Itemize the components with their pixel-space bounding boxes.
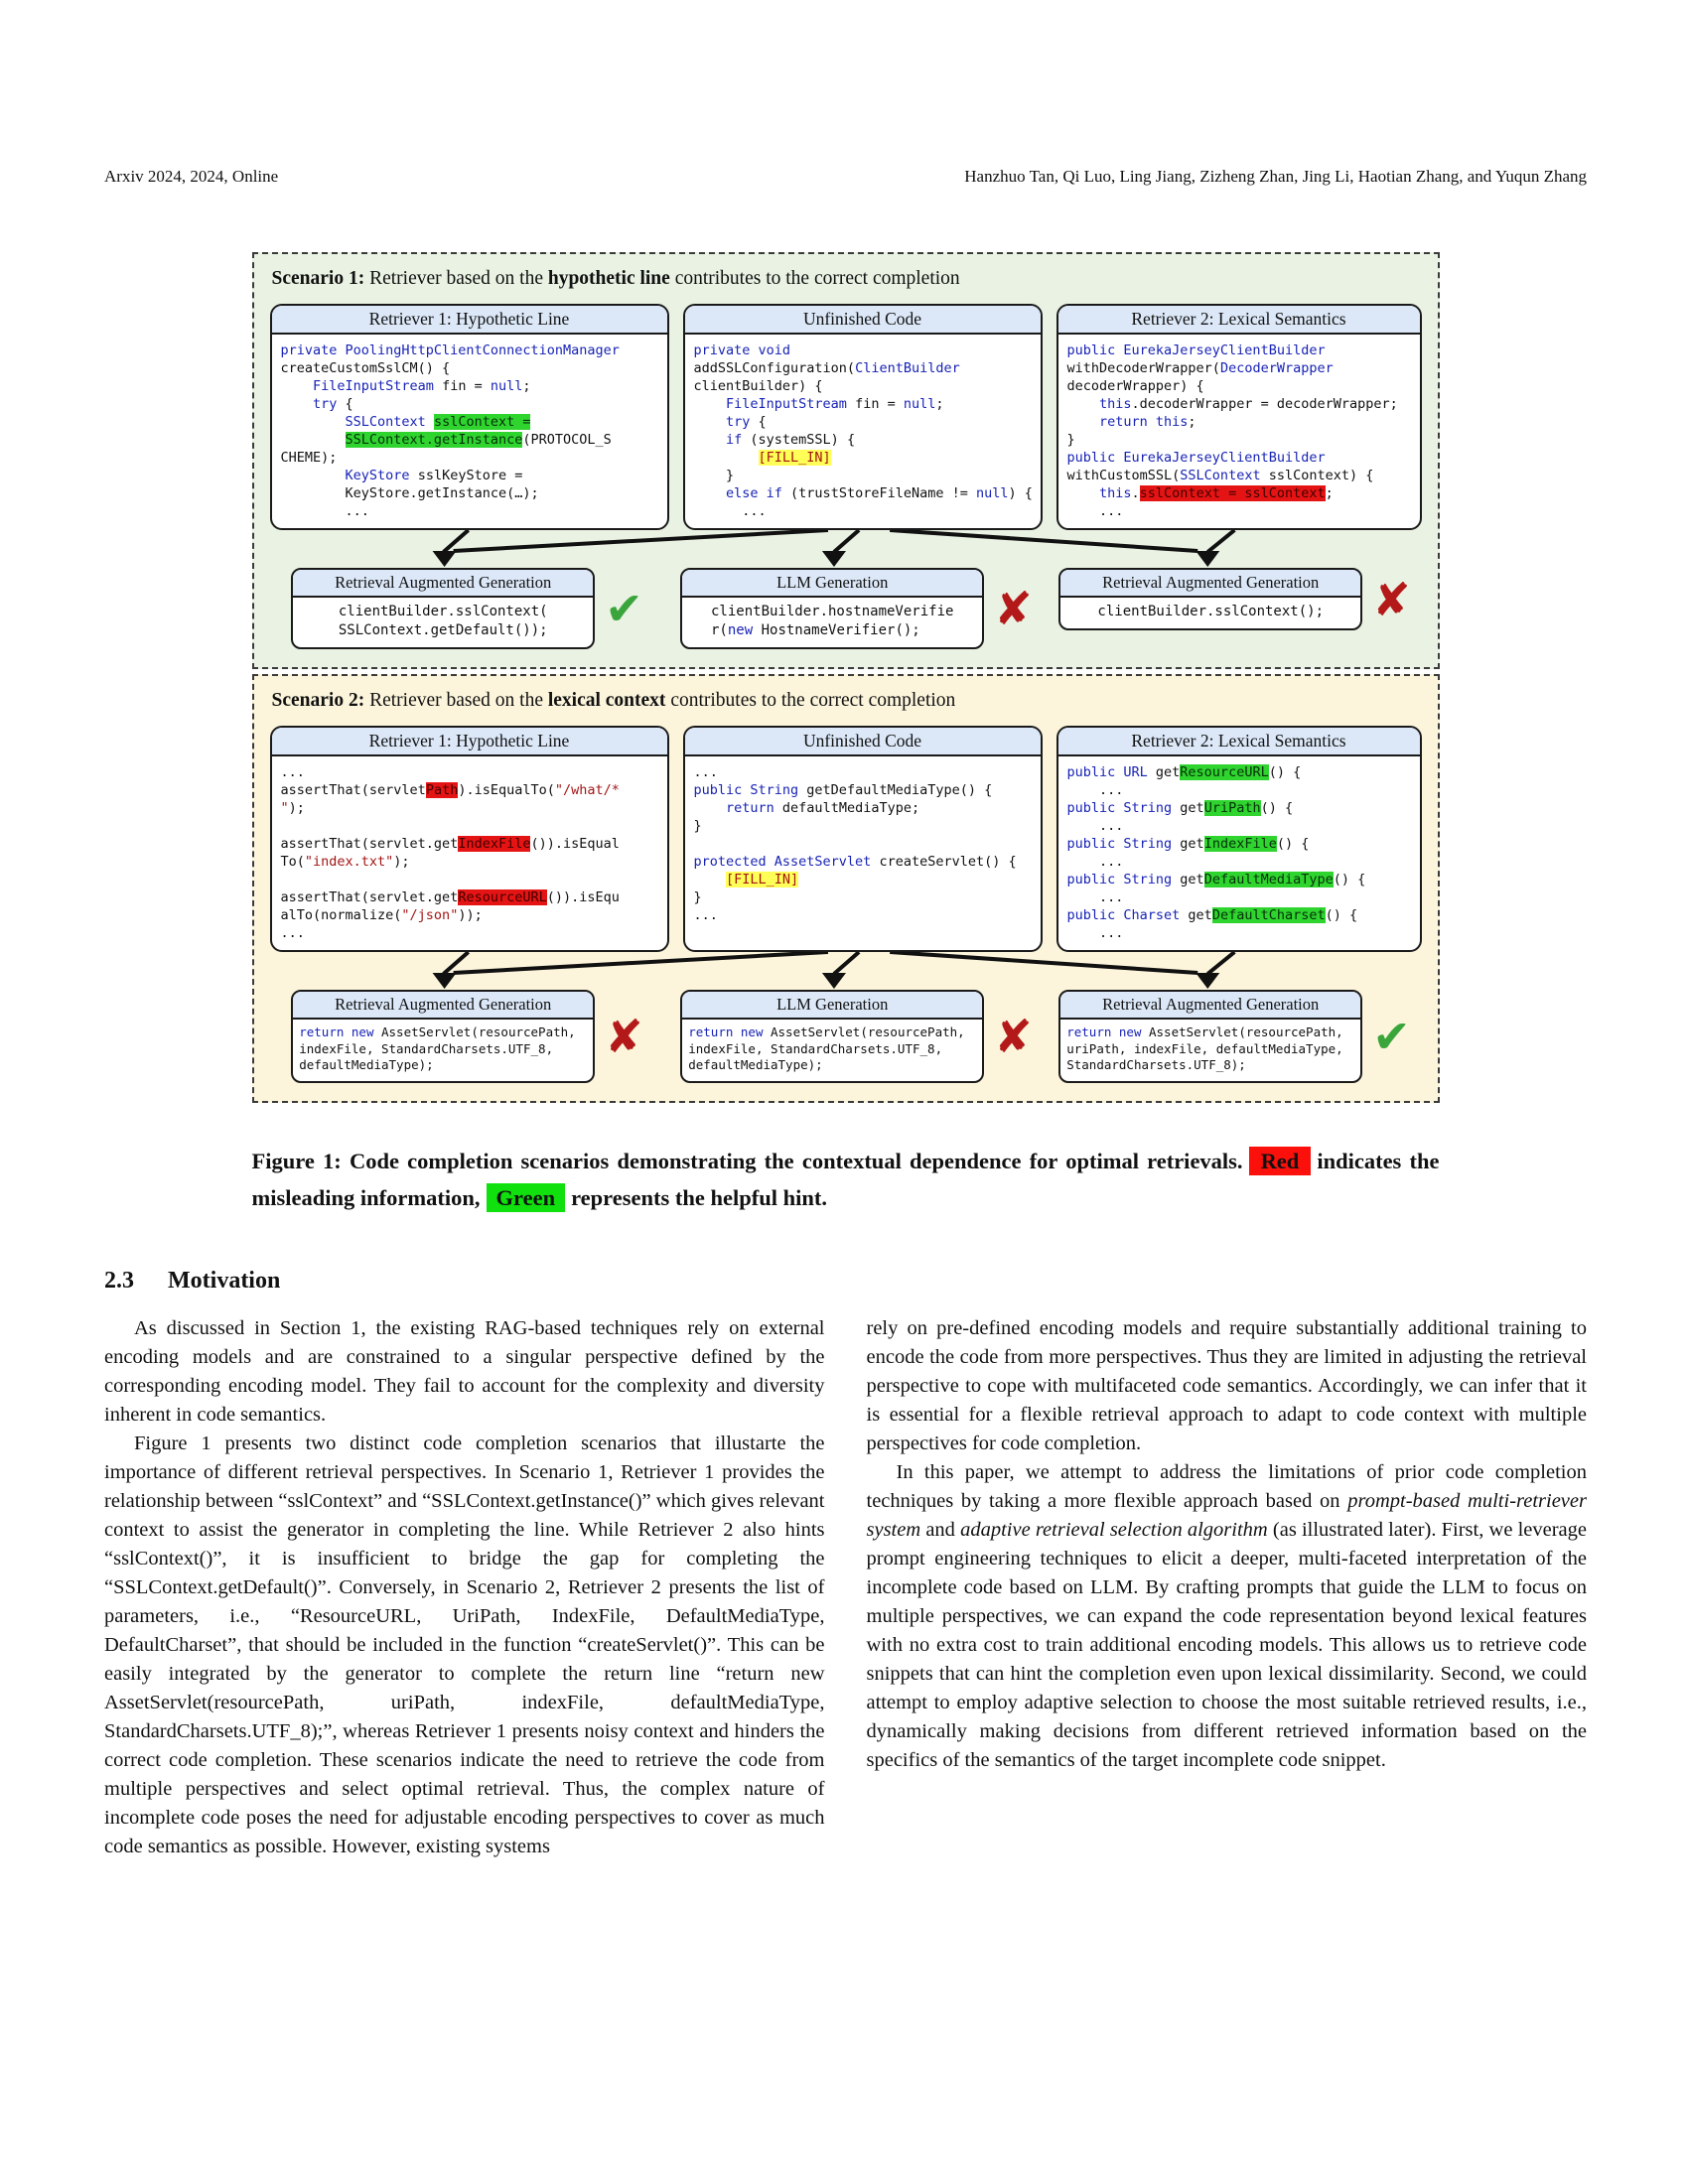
scenario-2-box — [252, 674, 1440, 1103]
scenario-1-box — [252, 252, 1440, 669]
venue-label: Arxiv 2024, 2024, Online — [104, 167, 279, 186]
result-title: LLM Generation — [682, 992, 982, 1020]
paragraph: rely on pre-defined encoding models and require substantially additional training to encode the code from more perspectives. Thus they are limited in adjusting the retrieval perspective to cope with multifaceted code semantics. Accordingly, we can infer that it is essential for a flexible retrieval approach to adapt to code context with multiple perspectives for code completion. — [866, 1316, 1587, 1454]
result-code: clientBuilder.sslContext( SSLContext.getDefault()); — [338, 604, 548, 638]
panel-retriever2-lexical-semantics — [1056, 304, 1422, 530]
authors-label: Hanzhuo Tan, Qi Luo, Ling Jiang, Zizheng Zhan, Jing Li, Haotian Zhang, and Yuqun Zhang — [964, 167, 1587, 186]
failure-cross-icon: ✘ — [1372, 572, 1411, 626]
panel-unfinished-code — [683, 304, 1043, 530]
code-block: private PoolingHttpClientConnectionManager createCustomSslCM() { FileInputStream fin = null; try { SSLContext sslContext = SSLContext.getInstance(PROTOCOL_S CHEME); KeyStore sslKeyStore = KeyStore.getInstance(…); ... — [280, 342, 620, 519]
two-column-text — [104, 1314, 1587, 1861]
code-block: public EurekaJerseyClientBuilder withDecoderWrapper(DecoderWrapper decoderWrapper) { this.decoderWrapper = decoderWrapper; return this; } public EurekaJerseyClientBuilder withCustomSSL(SSLContext sslContext) { this.sslContext = sslContext; ... — [1066, 342, 1398, 519]
paragraph: As discussed in Section 1, the existing RAG-based techniques rely on external encoding models and are constrained to a singular perspective defined by the corresponding encoding model. They fail to account for the complexity and diversity inherent in code semantics. — [104, 1316, 825, 1426]
panel-retriever2-lexical-semantics — [1056, 726, 1422, 952]
flow-arrows — [270, 530, 1422, 568]
result-cell — [270, 568, 665, 649]
scenario-1-label: Scenario 1: — [271, 268, 365, 289]
panel-title: Unfinished Code — [685, 306, 1041, 335]
panel-title: Retriever 1: Hypothetic Line — [272, 306, 667, 335]
result-code: clientBuilder.sslContext(); — [1097, 604, 1324, 619]
result-title: Retrieval Augmented Generation — [293, 570, 593, 598]
panel-retriever1-hypothetic-line — [270, 726, 669, 952]
result-title: Retrieval Augmented Generation — [293, 992, 593, 1020]
failure-cross-icon: ✘ — [605, 1009, 643, 1063]
paragraph: In this paper, we attempt to address the limitations of prior code completion techniques by taking a more flexible approach based on prompt-based multi-retriever system and adaptive retrieval selection algorithm (as illustrated later). First, we leverage prompt engineering techniques to elicit a deeper, multi-faceted interpretation of the incomplete code based on LLM. By crafting prompts that guide the LLM to focus on multiple perspectives, we can expand the code representation beyond lexical features with no extra cost to train additional encoding models. This allows us to retrieve code snippets that can hint the completion even upon lexical dissimilarity. Second, we could attempt to employ adaptive selection to choose the most suitable retrieved results, i.e., dynamically making decisions from different retrieved information based on the specifics of the semantics of the target incomplete code snippet. — [866, 1460, 1587, 1771]
success-check-icon: ✔ — [605, 582, 643, 635]
panel-title: Retriever 1: Hypothetic Line — [272, 728, 667, 756]
scenario-2-panels — [270, 726, 1422, 952]
result-code: return new AssetServlet(resourcePath, indexFile, StandardCharsets.UTF_8, defaultMediaType); — [299, 1024, 576, 1072]
figure-caption: Figure 1: Code completion scenarios demonstrating the contextual dependence for optimal retrievals. Red indicates the misleading information, Green represents the helpful hint. — [251, 1148, 1440, 1210]
scenario-2-results — [270, 990, 1422, 1083]
running-header — [104, 167, 1587, 187]
result-title: Retrieval Augmented Generation — [1060, 570, 1360, 598]
panel-title: Unfinished Code — [685, 728, 1041, 756]
figure-1 — [252, 252, 1440, 1216]
arrow-connectors-svg — [270, 952, 1422, 990]
code-block: private void addSSLConfiguration(ClientBuilder clientBuilder) { FileInputStream fin = null; try { if (systemSSL) { [FILL_IN] } else if (trustStoreFileName != null) { ... — [693, 342, 1033, 519]
result-cell — [679, 568, 1035, 649]
scenario-1-panels — [270, 304, 1422, 530]
text-column-left — [104, 1314, 825, 1861]
text-column-right — [867, 1314, 1588, 1861]
failure-cross-icon: ✘ — [994, 1009, 1033, 1063]
scenario-1-title: Scenario 1: Retriever based on the hypothetic line contributes to the correct completion — [271, 268, 960, 289]
success-check-icon: ✔ — [1372, 1009, 1411, 1063]
section-motivation — [104, 1268, 1587, 1861]
result-code: clientBuilder.hostnameVerifie r(new HostnameVerifier(); — [711, 604, 954, 638]
result-cell — [679, 990, 1035, 1083]
result-title: LLM Generation — [682, 570, 982, 598]
result-title: Retrieval Augmented Generation — [1060, 992, 1360, 1020]
scenario-1-results — [270, 568, 1422, 649]
rag-result-box — [1058, 568, 1362, 630]
result-code: return new AssetServlet(resourcePath, uriPath, indexFile, defaultMediaType, StandardCharsets.UTF_8); — [1066, 1024, 1343, 1072]
result-cell — [1049, 568, 1422, 630]
panel-title: Retriever 2: Lexical Semantics — [1058, 306, 1420, 335]
code-block: ... assertThat(servletPath).isEqualTo("/what/* "); assertThat(servlet.getIndexFile()).isEqual To("index.txt"); assertThat(servlet.getResourceURL()).isEqu alTo(normalize("/json")); ... — [280, 764, 620, 941]
scenario-2-label: Scenario 2: — [271, 690, 365, 711]
rag-result-box — [1058, 990, 1362, 1083]
flow-arrows — [270, 952, 1422, 990]
panel-title: Retriever 2: Lexical Semantics — [1058, 728, 1420, 756]
arrow-connectors-svg — [270, 530, 1422, 568]
rag-result-box — [291, 568, 595, 649]
scenario-2-title: Scenario 2: Retriever based on the lexical context contributes to the correct completion — [271, 690, 956, 711]
result-code: return new AssetServlet(resourcePath, indexFile, StandardCharsets.UTF_8, defaultMediaType); — [688, 1024, 965, 1072]
failure-cross-icon: ✘ — [994, 582, 1033, 635]
code-block: public URL getResourceURL() { ... public String getUriPath() { ... public String getIndexFile() { ... public String getDefaultMediaType() { ... public Charset getDefaultCharset() { ... — [1066, 764, 1366, 941]
panel-retriever1-hypothetic-line — [270, 304, 669, 530]
result-cell — [270, 990, 665, 1083]
result-cell — [1049, 990, 1422, 1083]
paragraph: Figure 1 presents two distinct code completion scenarios that illustarte the importance of different retrieval perspectives. In Scenario 1, Retriever 1 provides the relationship between “sslContext” and “SSLContext.getInstance()” which gives relevant context to assist the generator in completing the line. While Retriever 2 also hints “sslContext()”, it is insufficient to bridge the gap for completing the “SSLContext.getDefault()”. Conversely, in Scenario 2, Retriever 2 presents the list of parameters, i.e., “ResourceURL, UriPath, IndexFile, DefaultMediaType, DefaultCharset”, that should be included in the function “createServlet()”. This can be easily integrated by the generator to complete the return line “return new AssetServlet(resourcePath, uriPath, indexFile, defaultMediaType, StandardCharsets.UTF_8);”, whereas Retriever 1 presents noisy context and hinders the correct code completion. These scenarios indicate the need to retrieve the code from multiple perspectives and select optimal retrieval. Thus, the complex nature of incomplete code poses the need for adjustable encoding perspectives to cover as much code semantics as possible. However, existing systems — [104, 1432, 825, 1857]
rag-result-box — [291, 990, 595, 1083]
llm-result-box — [680, 568, 984, 649]
code-block: ... public String getDefaultMediaType() { return defaultMediaType; } protected AssetServlet createServlet() { [FILL_IN] } ... — [693, 764, 1017, 923]
section-heading: 2.3 Motivation — [104, 1267, 281, 1294]
llm-result-box — [680, 990, 984, 1083]
panel-unfinished-code — [683, 726, 1043, 952]
